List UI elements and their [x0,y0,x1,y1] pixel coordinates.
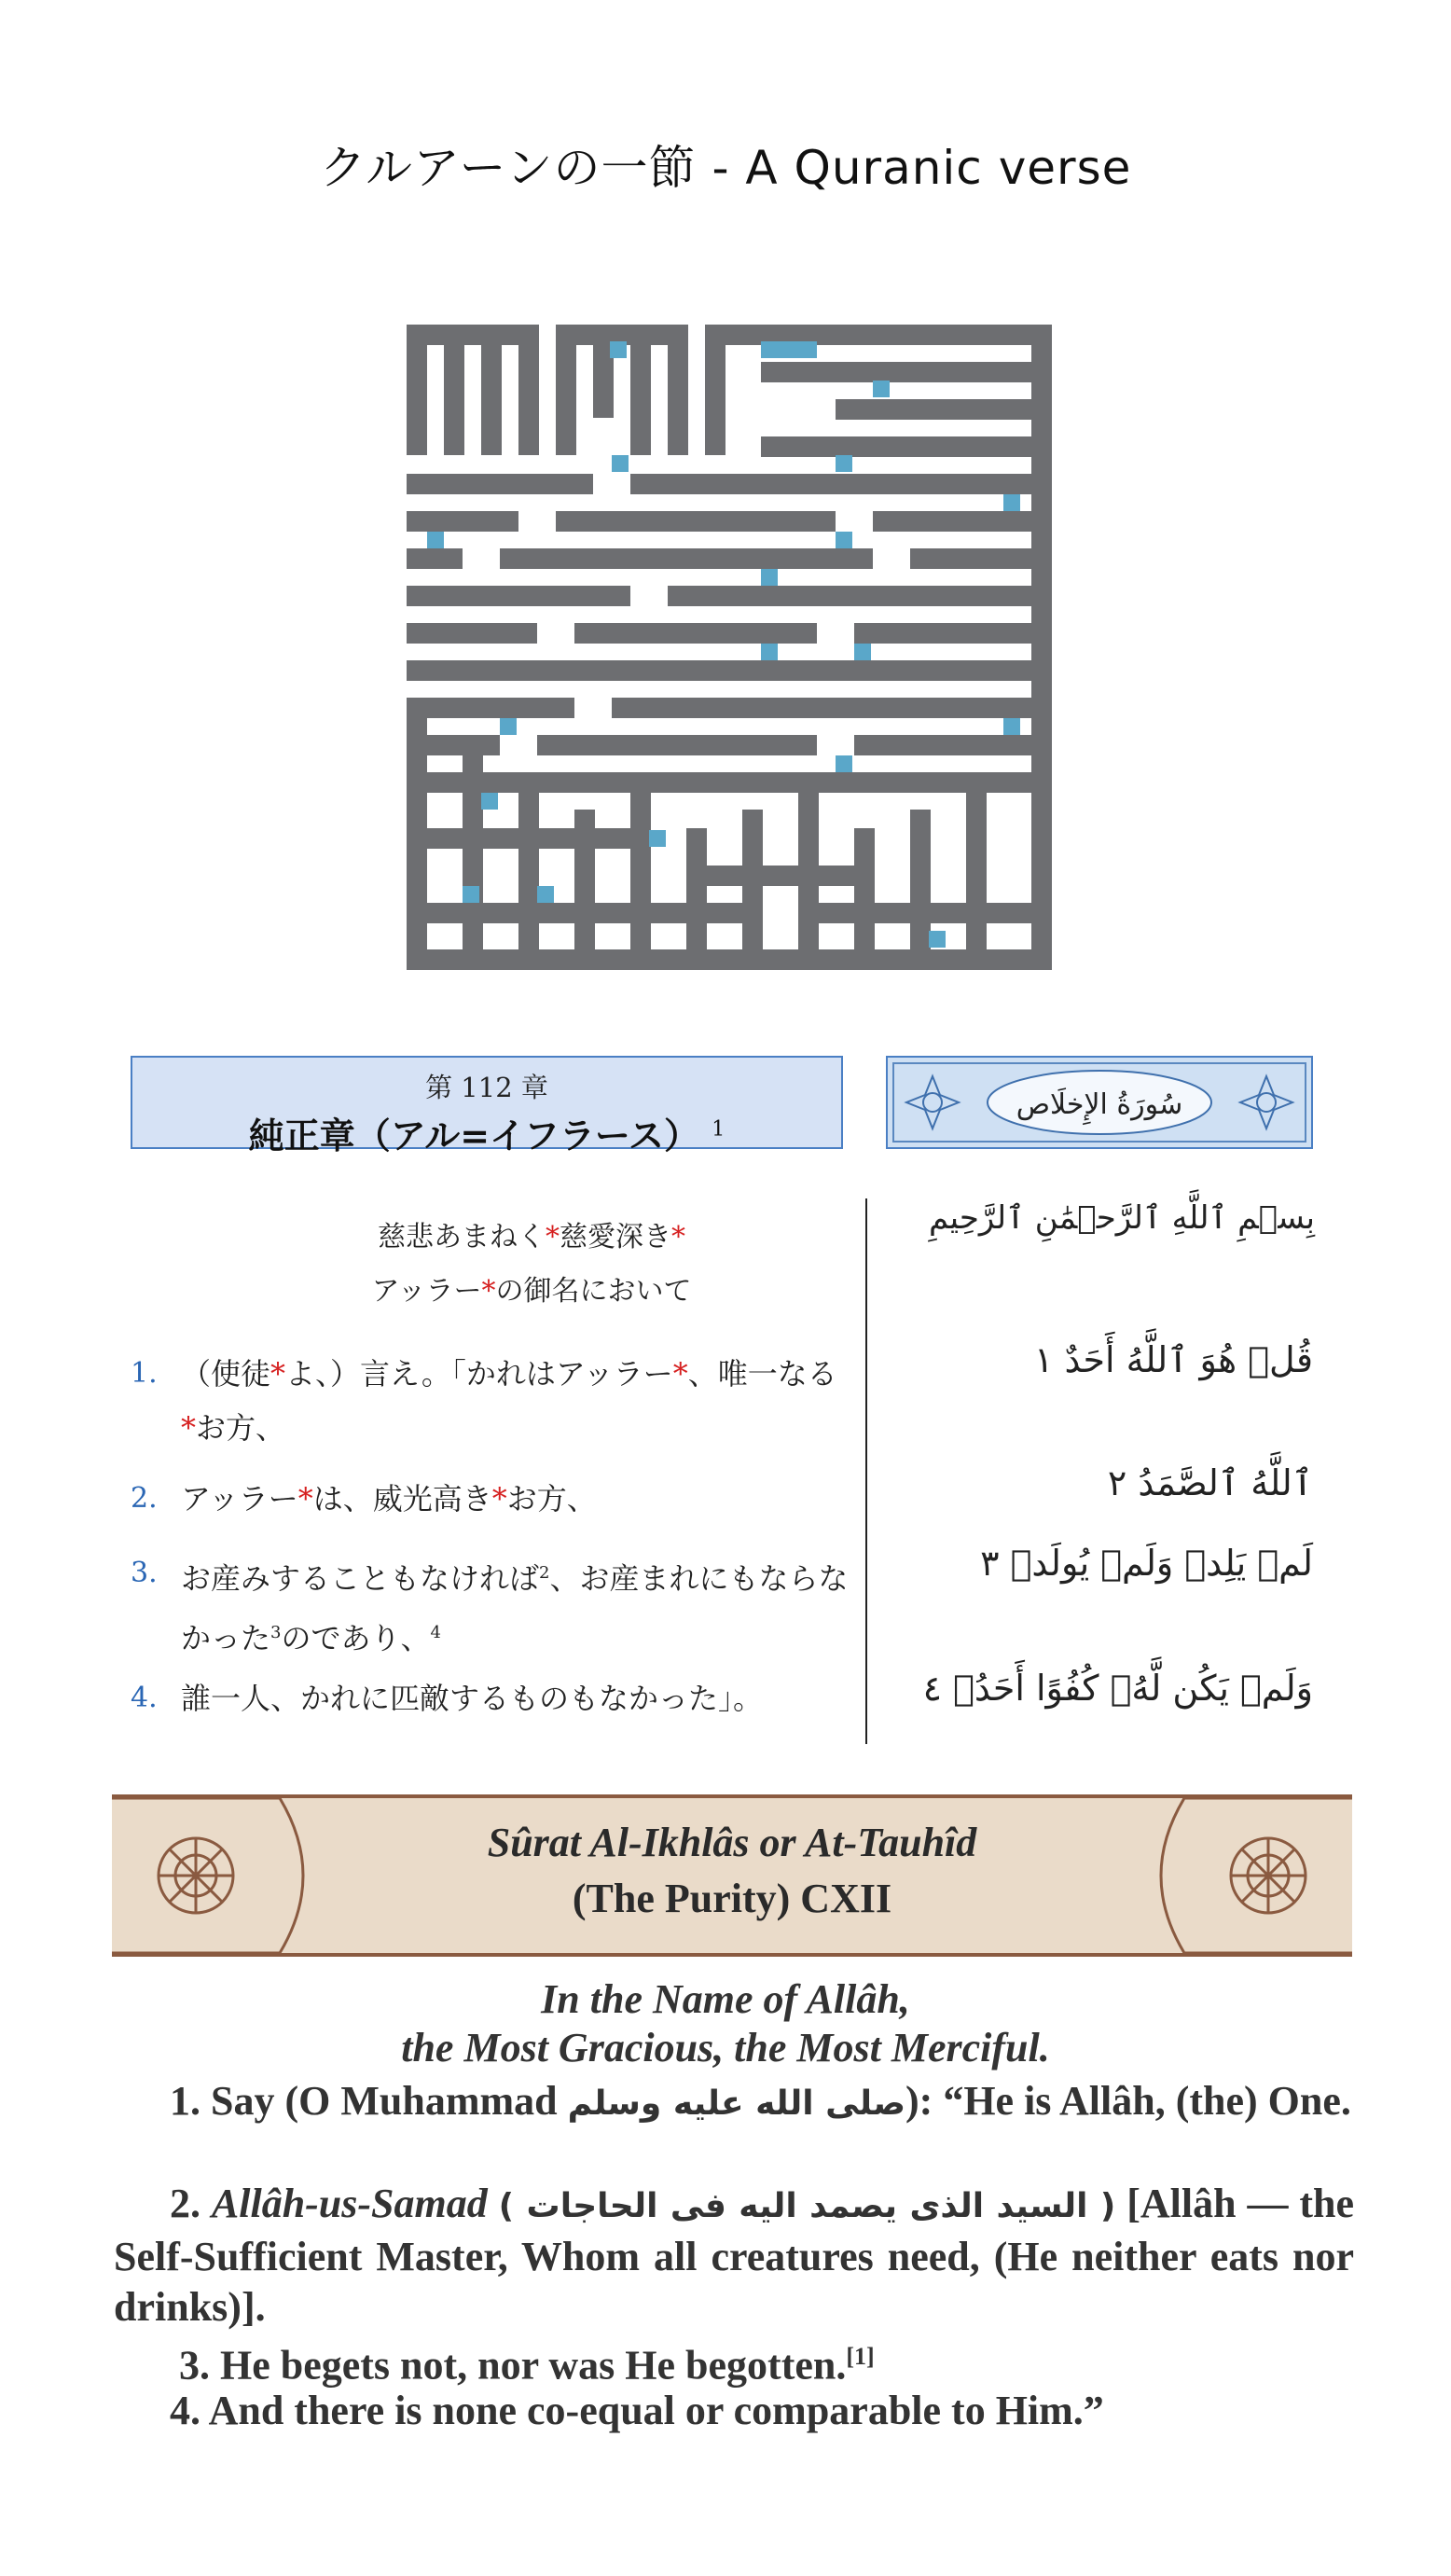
banner-title: Sûrat Al-Ikhlâs or At-Tauhîd [487,1820,977,1865]
verse-number: 4. [131,1682,158,1714]
column-divider [865,1198,867,1744]
surah-ornament-image [888,1058,1311,1147]
english-verse-1: 1. Say (O Muhammad صلى الله عليه وسلم): “He is Allâh, (the) One. [170,2078,1351,2124]
japanese-basmala: 慈悲あまねく*慈愛深き* アッラー*の御名において [371,1221,692,1308]
english-verse-3: 3. He begets not, nor was He begotten.[1] [179,2342,875,2389]
arabic-verse-1: قُلۡ هُوَ ٱللَّهُ أَحَدٌ ١ [1034,1339,1313,1380]
verse-number: 3. [131,1557,158,1589]
arabic-verse-3: لَمۡ يَلِدۡ وَلَمۡ يُولَدۡ ٣ [980,1543,1313,1584]
verse-number: 2. [131,1482,158,1515]
chapter-number: 第 112 章 [425,1072,548,1103]
arabic-verse-2: ٱللَّهُ ٱلصَّمَدُ ٢ [1107,1462,1313,1503]
arabic-surah-header [886,1056,1313,1149]
english-basmala-line-2: the Most Gracious, the Most Merciful. [401,2025,1050,2070]
verse-number: 1. [131,1357,158,1390]
arabic-verse-4: وَلَمۡ يَكُن لَّهُۥ كُفُوًا أَحَدُۢ ٤ [922,1668,1313,1709]
arabic-basmala: بِسۡمِ ٱللَّهِ ٱلرَّحۡمَٰنِ ٱلرَّحِيمِ [929,1199,1315,1237]
chapter-footnote: 1 [712,1117,726,1142]
footnote-marker: [1] [846,2343,875,2370]
japanese-verse-3: 3. お産みすることもなければ$^2$、お産まれにもならなかった$^3$のであり、$^4$ [131,1546,849,1665]
japanese-verse-1: 1. （使徒*よ、）言え。「かれはアッラー*、唯一なる*お方、 [131,1347,849,1455]
english-surah-banner [112,1794,1352,1957]
banner-subtitle: (The Purity) CXII [572,1876,892,1921]
english-verse-2: 2. Allâh-us-Samad ( السيد الذى يصمد اليه فى الحاجات ) [Allâh — the Self-Sufficient Master, Whom all creatures need, (He neither eats nor drinks)]. [114,2181,1355,2330]
chapter-name: 純正章（アル=イフラース） $^1$ [248,1115,726,1156]
japanese-chapter-header [131,1056,843,1156]
page-title: クルアーンの一節 - A Quranic verse [319,141,1132,195]
kufic-calligraphy-image [407,325,1052,970]
english-basmala-line-1: In the Name of Allâh, [541,1976,910,2022]
japanese-verse-4: 4. 誰一人、かれに匹敵するものもなかった」。 [131,1671,849,1725]
japanese-verse-2: 2. アッラー*は、威光高き*お方、 [131,1472,849,1526]
surah-title: سُورَةُ الإِخلَاص [1016,1088,1183,1121]
english-verse-4: 4. And there is none co-equal or comparable to Him.” [170,2388,1104,2433]
